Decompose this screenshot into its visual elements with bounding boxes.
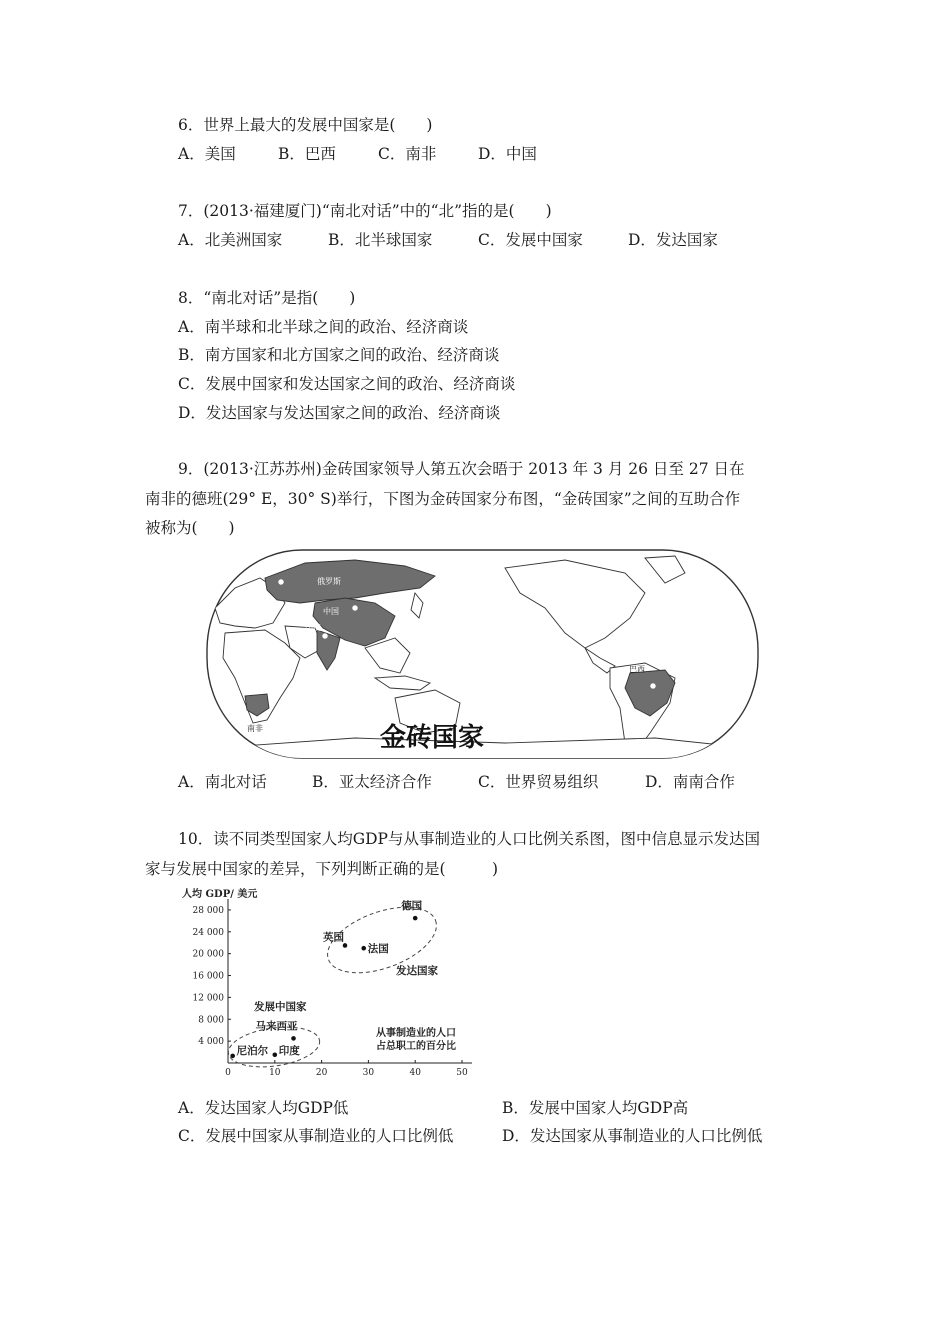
q8-option-a[interactable]: A．南半球和北半球之间的政治、经济商谈 (178, 318, 469, 336)
q8-option-d[interactable]: D．发达国家与发达国家之间的政治、经济商谈 (178, 404, 501, 422)
group-label-developed: 发达国家 (396, 965, 438, 977)
q10-option-c[interactable]: C．发展中国家从事制造业的人口比例低 (178, 1127, 454, 1145)
q9-option-a[interactable]: A．南北对话 (178, 773, 267, 791)
q10-option-a[interactable]: A．发达国家人均GDP低 (178, 1099, 349, 1117)
y-tick-label: 28 000 (192, 905, 224, 916)
brics-world-map (205, 548, 760, 760)
q8-stem: 8．“南北对话”是指( ) (178, 289, 356, 307)
point-3 (361, 946, 366, 951)
x-tick-label: 30 (362, 1068, 375, 1078)
point-label: 英国 (323, 931, 344, 944)
q9-option-c[interactable]: C．世界贸易组织 (478, 773, 599, 791)
point-label: 马来西亚 (255, 1020, 298, 1033)
point-6 (273, 1053, 278, 1058)
q9-stem-line-1: 9．(2013·江苏苏州)金砖国家领导人第五次会晤于 2013 年 3 月 26 日至 27 日在 (178, 460, 745, 478)
y-tick-label: 8 000 (198, 1015, 224, 1026)
y-axis-label: 人均 GDP/ 美元 (182, 889, 258, 900)
point-label: 德国 (401, 900, 423, 913)
point-2 (343, 943, 348, 948)
x-tick-label: 10 (269, 1068, 281, 1078)
q8-option-b[interactable]: B．南方国家和北方国家之间的政治、经济商谈 (178, 346, 500, 364)
russia-label: 俄罗斯 (317, 577, 341, 586)
q10-option-d[interactable]: D．发达国家从事制造业的人口比例低 (502, 1127, 763, 1145)
q10-stem-line-2: 家与发展中国家的差异，下列判断正确的是( ) (145, 860, 499, 878)
group-label-developing: 发展中国家 (254, 1001, 307, 1013)
south-africa-label: 南非 (247, 724, 263, 733)
q9-option-b[interactable]: B．亚太经济合作 (312, 773, 432, 791)
point-4 (291, 1036, 296, 1041)
y-tick-label: 12 000 (192, 993, 224, 1004)
point-label: 印度 (278, 1044, 300, 1057)
q6-option-b[interactable]: B．巴西 (278, 145, 336, 163)
point-label: 法国 (367, 943, 389, 956)
q7-option-b[interactable]: B．北半球国家 (328, 231, 433, 249)
gdp-manufacturing-scatter (180, 885, 480, 1085)
y-tick-label: 24 000 (192, 927, 224, 938)
china-label: 中国 (323, 607, 339, 616)
point-5 (230, 1054, 235, 1059)
q10-stem-line-1: 10．读不同类型国家人均GDP与从事制造业的人口比例关系图，图中信息显示发达国 (178, 830, 760, 848)
q9-option-d[interactable]: D．南南合作 (645, 773, 735, 791)
point-1 (413, 916, 418, 921)
q10-option-b[interactable]: B．发展中国家人均GDP高 (502, 1099, 689, 1117)
y-tick-label: 4 000 (198, 1037, 224, 1048)
brazil-label: 巴西 (629, 665, 645, 674)
q9-stem-line-3: 被称为( ) (145, 519, 235, 537)
q6-option-d[interactable]: D．中国 (478, 145, 537, 163)
brazil-capital-dot (651, 684, 656, 689)
china-capital-dot (353, 606, 358, 611)
q6-stem: 6．世界上最大的发展中国家是( ) (178, 116, 433, 134)
y-tick-label: 20 000 (192, 949, 224, 960)
x-axis-label-line-2: 占总职工的百分比 (376, 1041, 456, 1052)
x-axis-label-line-1: 从事制造业的人口 (376, 1028, 456, 1039)
x-tick-label: 50 (456, 1068, 468, 1078)
q7-option-c[interactable]: C．发展中国家 (478, 231, 583, 249)
x-tick-label: 40 (409, 1068, 421, 1078)
y-tick-label: 16 000 (192, 971, 224, 982)
q7-option-a[interactable]: A．北美洲国家 (178, 231, 283, 249)
point-label: 尼泊尔 (236, 1044, 269, 1057)
q8-option-c[interactable]: C．发展中国家和发达国家之间的政治、经济商谈 (178, 375, 516, 393)
q9-stem-line-2: 南非的德班(29° E，30° S)举行，下图为金砖国家分布图，“金砖国家”之间的互助合作 (145, 490, 741, 508)
q6-option-a[interactable]: A．美国 (178, 145, 236, 163)
russia-capital-dot (279, 580, 284, 585)
x-tick-label: 0 (225, 1068, 231, 1078)
india-label: 印度 (305, 623, 321, 632)
q6-option-c[interactable]: C．南非 (378, 145, 437, 163)
q7-option-d[interactable]: D．发达国家 (628, 231, 718, 249)
india-capital-dot (323, 634, 328, 639)
q7-stem: 7．(2013·福建厦门)“南北对话”中的“北”指的是( ) (178, 202, 552, 220)
map-title: 金砖国家 (380, 723, 485, 753)
x-tick-label: 20 (315, 1068, 328, 1078)
